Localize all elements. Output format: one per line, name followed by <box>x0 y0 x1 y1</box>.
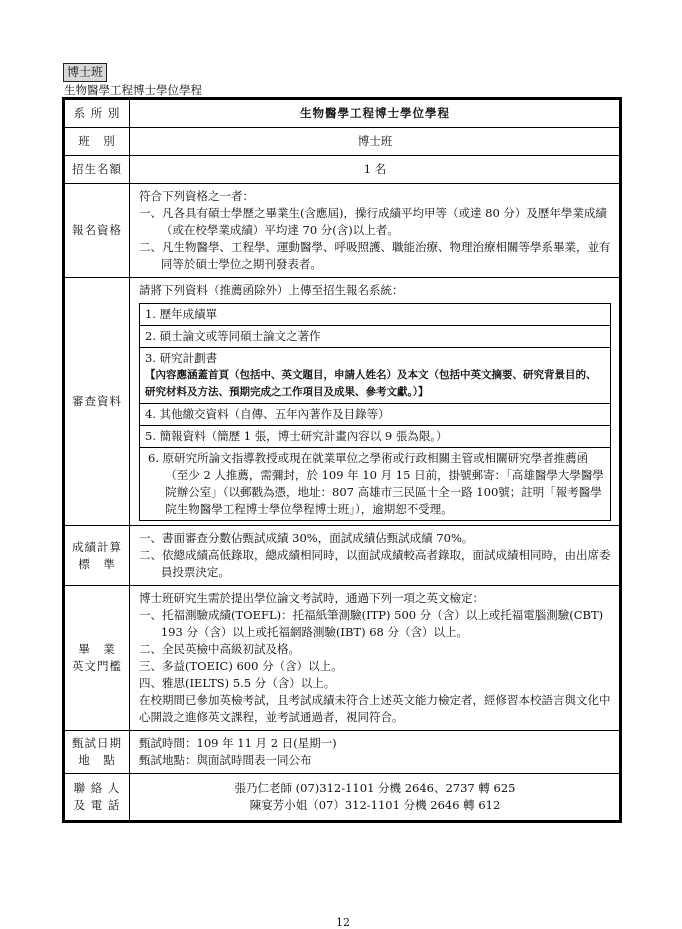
label-english <box>64 586 130 731</box>
english-item-2: 二、全民英檢中高級初試及格。 <box>139 642 300 656</box>
value-english <box>130 586 621 731</box>
review-doc-3-note: 【內容應涵蓋首頁（包括中、英文題目，申請人姓名）及本文（包括中英文摘要、研究背景目的、研究材料及方法、預期完成之工作項目及成果、參考文獻。）】 <box>145 369 597 398</box>
english-item-1: 一、托福測驗成績(TOEFL)：托福紙筆測驗(ITP) 500 分（含）以上或托福電腦測驗(CBT) 193 分（含）以上或托福網路測驗(IBT) 68 分（含）以上。 <box>139 608 604 639</box>
label-exam-line2: 地 點 <box>78 753 116 767</box>
admission-table <box>62 97 622 823</box>
document-subtitle: 生物醫學工程博士學位學程 <box>64 83 202 97</box>
review-doc-3-title: 3. 研究計劃書 <box>145 351 218 365</box>
eligibility-intro: 符合下列資格之一者： <box>139 189 254 203</box>
label-exam <box>64 731 130 774</box>
label-department: 系 所 別 <box>64 99 130 128</box>
review-doc-2: 2. 碩士論文或等同碩士論文之著作 <box>140 326 611 348</box>
review-doc-4: 4. 其他繳交資料（自傳、五年內著作及目錄等） <box>140 404 611 426</box>
review-doc-list <box>139 303 611 521</box>
value-eligibility <box>130 184 621 278</box>
row-exam <box>64 731 621 774</box>
program-tag: 博士班 <box>63 63 107 82</box>
row-department <box>64 99 621 128</box>
label-eligibility: 報名資格 <box>64 184 130 278</box>
row-english <box>64 586 621 731</box>
label-english-line2: 英文門檻 <box>72 659 122 673</box>
english-intro: 博士班研究生需於提出學位論文考試時，通過下列一項之英文檢定： <box>139 591 484 605</box>
contact-line-2: 陳宴芳小姐（07）312-1101 分機 2646 轉 612 <box>249 798 501 812</box>
row-review <box>64 278 621 526</box>
eligibility-item-1: 一、凡各具有碩士學歷之畢業生(含應屆)，操行成績平均甲等（或達 80 分）及歷年學業成績（或在校學業成績）平均達 70 分(含)以上者。 <box>139 206 607 237</box>
row-scoring <box>64 526 621 586</box>
scoring-item-1: 一、書面審查分數佔甄試成績 30%，面試成績佔甄試成績 70%。 <box>139 531 474 545</box>
page-number: 12 <box>336 916 350 929</box>
label-quota: 招生名額 <box>64 156 130 184</box>
english-item-4: 四、雅思(IELTS) 5.5 分（含）以上。 <box>139 676 336 690</box>
review-doc-3 <box>140 348 611 404</box>
value-review <box>130 278 621 526</box>
row-eligibility <box>64 184 621 278</box>
value-quota: 1 名 <box>130 156 621 184</box>
eligibility-item-2: 二、凡生物醫學、工程學、運動醫學、呼吸照護、職能治療、物理治療相關等學系畢業，並有同等於碩士學位之期刊發表者。 <box>139 240 611 271</box>
label-scoring-line2: 標 準 <box>78 556 116 571</box>
exam-place: 甄試地點：與面試時間表一同公布 <box>139 753 312 767</box>
label-program: 班 別 <box>64 128 130 156</box>
value-scoring <box>130 526 621 586</box>
label-contact-line2: 及 電 話 <box>73 798 121 812</box>
review-doc-1: 1. 歷年成績單 <box>140 304 611 326</box>
label-review: 審查資料 <box>64 278 130 526</box>
review-doc-5: 5. 簡報資料（簡歷 1 張，博士研究計畫內容以 9 張為限。） <box>140 426 611 448</box>
row-program <box>64 128 621 156</box>
label-scoring-line1: 成績計算 <box>72 539 122 554</box>
label-exam-line1: 甄試日期 <box>72 736 122 750</box>
row-contact <box>64 774 621 822</box>
contact-line-1: 張乃仁老師 (07)312-1101 分機 2646、2737 轉 625 <box>234 781 516 795</box>
value-contact <box>130 774 621 822</box>
label-contact <box>64 774 130 822</box>
value-department: 生物醫學工程博士學位學程 <box>130 99 621 128</box>
value-program: 博士班 <box>130 128 621 156</box>
row-quota <box>64 156 621 184</box>
label-contact-line1: 聯 絡 人 <box>73 781 121 795</box>
review-intro: 請將下列資料（推薦函除外）上傳至招生報名系統： <box>139 283 404 297</box>
label-english-line1: 畢 業 <box>78 642 116 656</box>
review-doc-6: 6. 原研究所論文指導教授或現在就業單位之學術或行政相關主管或相關研究學者推薦函（至少 2 人推薦，需彌封，於 109 年 10 月 15 日前，掛號郵寄：「高雄醫學大學醫學院辦公室」（以郵戳為憑，地址：807 高雄市三民區十全一路 100號；註明「報考醫學院生物醫學工程博士學位學程博士班」），逾期恕不受理。 <box>140 448 611 521</box>
value-exam <box>130 731 621 774</box>
exam-time: 甄試時間：109 年 11 月 2 日(星期一) <box>139 736 337 750</box>
label-scoring <box>64 526 130 586</box>
scoring-item-2: 二、依總成績高低錄取，總成績相同時，以面試成績較高者錄取，面試成績相同時，由出席委員投票決定。 <box>139 548 611 579</box>
english-outro: 在校期間已參加英檢考試，且考試成績未符合上述英文能力檢定者，經修習本校語言與文化中心開設之進修英文課程，並考試通過者，視同符合。 <box>139 693 611 724</box>
english-item-3: 三、多益(TOEIC) 600 分（含）以上。 <box>139 659 343 673</box>
